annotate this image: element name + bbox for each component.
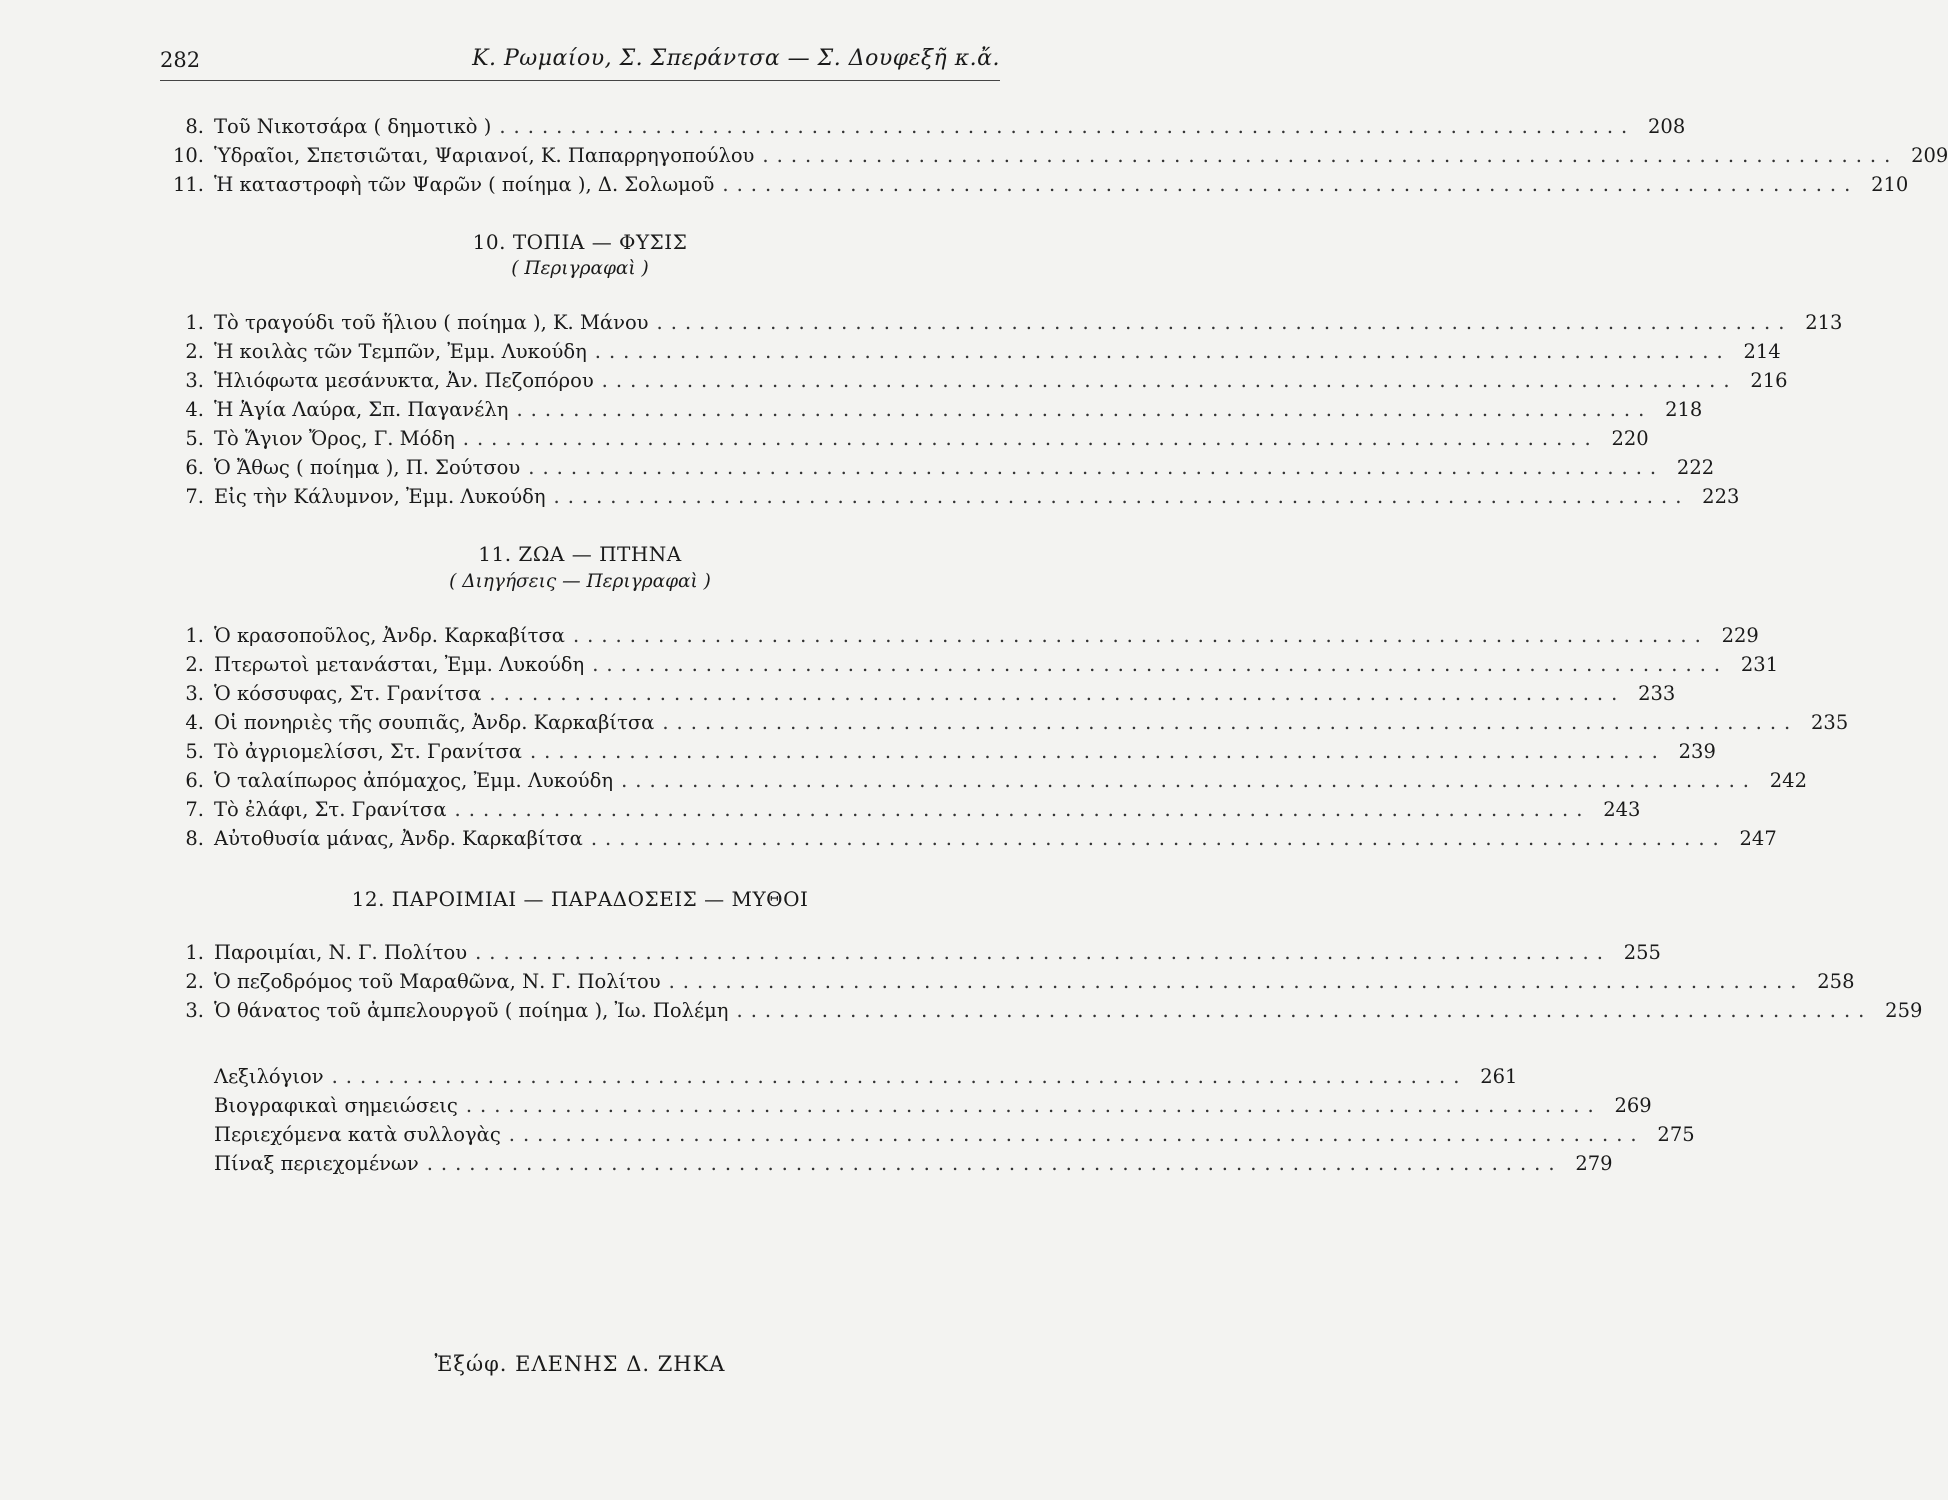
entry-page: 229 (1721, 624, 1759, 647)
entry-number: 7. (185, 798, 204, 821)
entry-title: Πίναξ περιεχομένων (214, 1152, 419, 1175)
toc-entry (170, 369, 1788, 397)
toc-entry (170, 827, 1777, 855)
entry-title: Πτερωτοὶ μετανάσται, Ἐμμ. Λυκούδη (214, 653, 585, 676)
entry-page: 213 (1805, 311, 1843, 334)
entry-number: 6. (185, 769, 204, 792)
entry-number: 8. (185, 115, 204, 138)
entry-number: 8. (185, 827, 204, 850)
dot-leader: ................................................................................ (722, 173, 1859, 196)
dot-leader: ................................................................................ (462, 427, 1599, 450)
entry-page: 235 (1811, 711, 1849, 734)
entry-title: Ὁ Ἄθως ( ποίημα ), Π. Σούτσου (214, 456, 521, 479)
entry-title: Οἱ πονηριὲς τῆς σουπιᾶς, Ἀνδρ. Καρκαβίτσα (214, 711, 655, 734)
entry-page: 214 (1743, 340, 1781, 363)
toc-entry (170, 398, 1703, 426)
dot-leader: ................................................................................ (489, 682, 1626, 705)
section-heading: 10. ΤΟΠΙΑ — ΦΥΣΙΣ (472, 230, 688, 254)
entry-number: 5. (185, 740, 204, 763)
entry-number: 6. (185, 456, 204, 479)
toc-entry (170, 485, 1740, 513)
cover-imprint: Ἐξώφ. ΕΛΕΝΗΣ Δ. ΖΗΚΑ (434, 1352, 726, 1376)
dot-leader: ................................................................................ (736, 999, 1873, 1022)
section-subheading: ( Περιγραφαὶ ) (511, 258, 649, 279)
dot-leader: ................................................................................ (762, 144, 1899, 167)
entry-page: 209 (1911, 144, 1948, 167)
section-subheading: ( Διηγήσεις — Περιγραφαὶ ) (449, 571, 711, 592)
entry-number: 3. (185, 999, 204, 1022)
entry-title: Ἡ κοιλὰς τῶν Τεμπῶν, Ἐμμ. Λυκούδη (214, 340, 587, 363)
toc-entry (170, 999, 1923, 1027)
entry-title: Βιογραφικαὶ σημειώσεις (214, 1094, 458, 1117)
entry-page: 242 (1769, 769, 1807, 792)
entry-number: 2. (185, 340, 204, 363)
dot-leader: ................................................................................ (592, 653, 1729, 676)
dot-leader: ................................................................................ (529, 740, 1666, 763)
entry-title: Αὐτοθυσία μάνας, Ἀνδρ. Καρκαβίτσα (214, 827, 583, 850)
dot-leader: ................................................................................ (668, 970, 1805, 993)
running-head: Κ. Ρωμαίου, Σ. Σπεράντσα — Σ. Δουφεξῆ κ.ἄ. (472, 46, 1000, 71)
entry-title: Εἰς τὴν Κάλυμνον, Ἐμμ. Λυκούδη (214, 485, 546, 508)
dot-leader: ................................................................................ (508, 1123, 1645, 1146)
toc-entry (170, 769, 1807, 797)
toc-entry-back (214, 1065, 1518, 1093)
entry-number: 1. (185, 941, 204, 964)
dot-leader: ................................................................................ (662, 711, 1799, 734)
toc-entry (170, 740, 1716, 768)
toc-entry (170, 798, 1641, 826)
toc-entry (170, 456, 1715, 484)
toc-entry (170, 682, 1676, 710)
dot-leader: ................................................................................ (590, 827, 1727, 850)
entry-title: Λεξιλόγιον (214, 1065, 324, 1088)
entry-title: Τὸ ἀγριομελίσσι, Στ. Γρανίτσα (214, 740, 522, 763)
dot-leader: ................................................................................ (528, 456, 1665, 479)
dot-leader: ................................................................................ (454, 798, 1591, 821)
entry-number: 2. (185, 970, 204, 993)
entry-title: Ὁ κρασοποῦλος, Ἀνδρ. Καρκαβίτσα (214, 624, 565, 647)
dot-leader: ................................................................................ (601, 369, 1738, 392)
entry-title: Τὸ ἐλάφι, Στ. Γρανίτσα (214, 798, 447, 821)
toc-entry (170, 173, 1909, 201)
entry-number: 4. (185, 398, 204, 421)
entry-page: 259 (1885, 999, 1923, 1022)
entry-title: Τὸ τραγούδι τοῦ ἥλιου ( ποίημα ), Κ. Μάνου (214, 311, 649, 334)
entry-page: 210 (1871, 173, 1909, 196)
entry-page: 269 (1614, 1094, 1652, 1117)
dot-leader: ................................................................................ (656, 311, 1793, 334)
entry-number: 3. (185, 682, 204, 705)
entry-title: Ὑδραῖοι, Σπετσιῶται, Ψαριανοί, Κ. Παπαρρηγοπούλου (214, 144, 755, 167)
entry-title: Ἡ καταστροφὴ τῶν Ψαρῶν ( ποίημα ), Δ. Σολωμοῦ (214, 173, 715, 196)
section-heading: 12. ΠΑΡΟΙΜΙΑΙ — ΠΑΡΑΔΟΣΕΙΣ — ΜΥΘΟΙ (351, 887, 809, 911)
dot-leader: ................................................................................ (553, 485, 1690, 508)
entry-number: 4. (185, 711, 204, 734)
toc-entry (170, 711, 1849, 739)
page-header (160, 44, 1000, 81)
entry-page: 279 (1575, 1152, 1613, 1175)
entry-number: 2. (185, 653, 204, 676)
toc-entry (170, 115, 1686, 143)
entry-page: 261 (1480, 1065, 1518, 1088)
entry-title: Ὁ κόσσυφας, Στ. Γρανίτσα (214, 682, 482, 705)
entry-page: 216 (1750, 369, 1788, 392)
toc-entry (170, 311, 1843, 339)
entry-page: 208 (1648, 115, 1686, 138)
toc-entry (170, 340, 1781, 368)
entry-page: 243 (1603, 798, 1641, 821)
entry-page: 222 (1676, 456, 1715, 479)
toc-entry (170, 941, 1661, 969)
page-number: 282 (160, 48, 201, 72)
entry-title: Τὸ Ἅγιον Ὄρος, Γ. Μόδη (214, 427, 455, 450)
entry-title: Ἡ Ἁγία Λαύρα, Σπ. Παγανέλη (214, 398, 509, 421)
toc-entry (170, 144, 1948, 172)
entry-title: Ὁ ταλαίπωρος ἀπόμαχος, Ἐμμ. Λυκούδη (214, 769, 614, 792)
dot-leader: ................................................................................ (426, 1152, 1563, 1175)
toc-entry-back (214, 1123, 1695, 1151)
dot-leader: ................................................................................ (572, 624, 1709, 647)
entry-number: 1. (185, 624, 204, 647)
toc-entry (170, 624, 1759, 652)
dot-leader: ................................................................................ (331, 1065, 1468, 1088)
toc-entry (170, 427, 1649, 455)
toc-entry (170, 970, 1855, 998)
dot-leader: ................................................................................ (516, 398, 1653, 421)
entry-page: 233 (1638, 682, 1676, 705)
entry-title: Ὁ πεζοδρόμος τοῦ Μαραθῶνα, Ν. Γ. Πολίτου (214, 970, 661, 993)
entry-title: Περιεχόμενα κατὰ συλλογὰς (214, 1123, 501, 1146)
dot-leader: ................................................................................ (594, 340, 1731, 363)
dot-leader: ................................................................................ (465, 1094, 1602, 1117)
entry-page: 239 (1678, 740, 1716, 763)
section-heading: 11. ΖΩΑ — ΠΤΗΝΑ (478, 542, 682, 566)
entry-number: 11. (172, 173, 204, 196)
entry-number: 3. (185, 369, 204, 392)
entry-title: Ὁ θάνατος τοῦ ἀμπελουργοῦ ( ποίημα ), Ἰω. Πολέμη (214, 999, 729, 1022)
entry-page: 275 (1657, 1123, 1695, 1146)
toc-entry (170, 653, 1779, 681)
entry-page: 218 (1665, 398, 1703, 421)
entry-number: 7. (185, 485, 204, 508)
entry-page: 231 (1740, 653, 1779, 676)
entry-page: 258 (1817, 970, 1855, 993)
dot-leader: ................................................................................ (475, 941, 1611, 964)
entry-page: 247 (1739, 827, 1777, 850)
toc-entry-back (214, 1152, 1613, 1180)
entry-page: 255 (1623, 941, 1661, 964)
entry-title: Ἡλιόφωτα μεσάνυκτα, Ἀν. Πεζοπόρου (214, 369, 594, 392)
entry-title: Παροιμίαι, Ν. Γ. Πολίτου (214, 941, 468, 964)
dot-leader: ................................................................................ (621, 769, 1757, 792)
entry-title: Τοῦ Νικοτσάρα ( δημοτικὸ ) (214, 115, 492, 138)
entry-page: 220 (1611, 427, 1649, 450)
entry-page: 223 (1702, 485, 1740, 508)
dot-leader: ................................................................................ (499, 115, 1636, 138)
toc-entry-back (214, 1094, 1652, 1122)
entry-number: 10. (172, 144, 204, 167)
entry-number: 5. (185, 427, 204, 450)
entry-number: 1. (185, 311, 204, 334)
